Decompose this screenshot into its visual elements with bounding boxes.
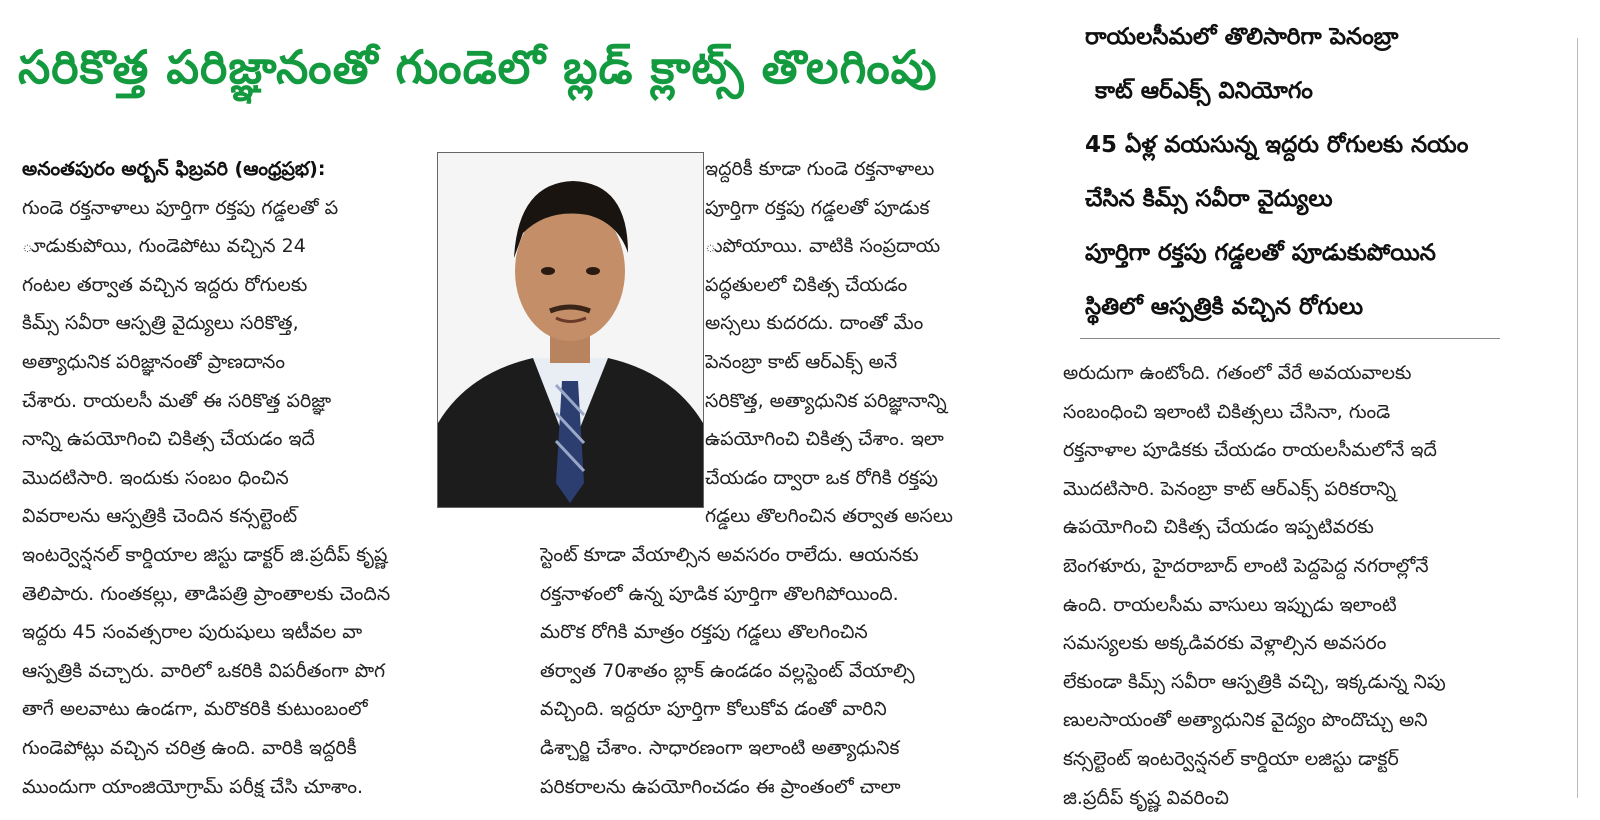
article-line: ముందుగా యాంజియోగ్రామ్ పరీక్ష చేసి చూశాం.: [22, 775, 364, 798]
article-line: ుపోయాయి. వాటికి సంప్రదాయ: [705, 235, 941, 258]
article-line: ఉపయోగించి చికిత్స చేశాం. ఇలా: [705, 428, 944, 451]
article-line: పెనంబ్రా కాట్ ఆర్ఎక్స్ అనే: [705, 350, 898, 373]
subheading-line: చేసిన కిమ్స్ సవీరా వైద్యులు: [1085, 186, 1333, 212]
doctor-photo: [437, 152, 704, 508]
article-line: మొదటిసారి. ఇందుకు సంబం ధించిన: [22, 466, 289, 489]
article-line: గుండెపోట్లు వచ్చిన చరిత్ర ఉంది. వారికి ఇద్దరికీ: [22, 736, 357, 759]
article-line: వివరాలను ఆస్పత్రికి చెందిన కన్సల్టెంట్: [22, 505, 298, 528]
article-line: అస్సలు కుదరదు. దాంతో మేం: [705, 312, 924, 335]
article-line: అత్యాధునిక పరిజ్ఞానంతో ప్రాణదానం: [22, 350, 285, 373]
article-line: ణులసాయంతో అత్యాధునిక వైద్యం పొందొచ్చు అని: [1063, 709, 1428, 732]
column-2-bottom: [540, 536, 1040, 806]
subheading-line: పూర్తిగా రక్తపు గడ్డలతో పూడుకుపోయిన: [1085, 240, 1436, 266]
subheading-line: కాట్ ఆర్ఎక్స్ వినియోగం: [1095, 78, 1313, 104]
dateline: అనంతపురం అర్బన్ ఫిబ్రవరి (ఆంధ్రప్రభ):: [22, 158, 326, 180]
article-line: ఉపయోగించి చికిత్స చేయడం ఇప్పటివరకు: [1063, 516, 1374, 539]
article-line: రక్తనాళంలో ఉన్న పూడిక పూర్తిగా తొలగిపోయింది.: [540, 582, 899, 605]
subheading-line: స్థితిలో ఆస్పత్రికి వచ్చిన రోగులు: [1085, 294, 1364, 320]
article-line: నాన్ని ఉపయోగించి చికిత్స చేయడం ఇదే: [22, 428, 315, 451]
article-line: డిశ్చార్జి చేశాం. సాధారణంగా ఇలాంటి అత్యాధునిక: [540, 736, 900, 759]
article-line: సరికొత్త, అత్యాధునిక పరిజ్ఞానాన్ని: [705, 389, 947, 412]
article-line: బెంగళూరు, హైదరాబాద్ లాంటి పెద్దపెద్ద నగరాల్లోనే: [1063, 554, 1429, 577]
column-2-top: [705, 150, 1040, 536]
article-line: ఉంది. రాయలసీమ వాసులు ఇప్పుడు ఇలాంటి: [1063, 593, 1397, 616]
article-line: సంబంధించి ఇలాంటి చికిత్సలు చేసినా, గుండె: [1063, 400, 1391, 423]
column-3: [1063, 354, 1563, 817]
article-line: తెలిపారు. గుంతకల్లు, తాడిపత్రి ప్రాంతాలకు చెందిన: [22, 582, 391, 605]
subheading-line: రాయలసీమలో తొలిసారిగా పెనంబ్రా: [1085, 24, 1399, 50]
article-line: పద్ధతులలో చికిత్స చేయడం: [705, 273, 908, 296]
article-line: తాగే అలవాటు ఉండగా, మరొకరికి కుటుంబంలో: [22, 698, 368, 721]
article-line: ఇద్దరికీ కూడా గుండె రక్తనాళాలు: [705, 158, 935, 180]
article-line: పూర్తిగా రక్తపు గడ్డలతో పూడుక: [705, 196, 930, 219]
article-line: చేశారు. రాయలసీ మతో ఈ సరికొత్త పరిజ్ఞా: [22, 389, 332, 412]
column-1: [22, 150, 427, 806]
article-line: ఆస్పత్రికి వచ్చారు. వారిలో ఒకరికి విపరీతంగా పొగ: [22, 659, 386, 682]
article-line: అరుదుగా ఉంటోంది. గతంలో వేరే అవయవాలకు: [1063, 362, 1412, 384]
article-line: ఇద్దరు 45 సంవత్సరాల పురుషులు ఇటీవల వా: [22, 621, 363, 644]
article-line: ఇంటర్వెన్షనల్ కార్డియాల జిస్టు డాక్టర్ జి.ప్రదీప్ కృష్ణ: [22, 543, 388, 566]
article-line: వచ్చింది. ఇద్దరూ పూర్తిగా కోలుకోవ డంతో వారిని: [540, 698, 887, 721]
page-edge-rule: [1577, 38, 1578, 798]
article-line: చేయడం ద్వారా ఒక రోగికి రక్తపు: [705, 466, 938, 489]
article-line: గంటల తర్వాత వచ్చిన ఇద్దరు రోగులకు: [22, 273, 308, 296]
article-line: గుండె రక్తనాళాలు పూర్తిగా రక్తపు గడ్డలతో ప: [22, 196, 339, 219]
article-line: సమస్యలకు అక్కడివరకు వెళ్లాల్సిన అవసరం: [1063, 632, 1387, 655]
article-line: మొదటిసారి. పెనంబ్రా కాట్ ఆర్ఎక్స్ పరికరాన్ని: [1063, 477, 1397, 500]
article-line: తర్వాత 70శాతం బ్లాక్ ఉండడం వల్లస్టెంట్ వేయాల్సి: [540, 659, 915, 682]
article-line: రక్తనాళాల పూడికకు చేయడం రాయలసీమలోనే ఇదే: [1063, 439, 1437, 462]
article-line: కన్సల్టెంట్ ఇంటర్వెన్షనల్ కార్డియా లజిస్టు డాక్టర్: [1063, 747, 1399, 770]
headline: సరికొత్త పరిజ్ఞానంతో గుండెలో బ్లడ్ క్లాట్స్ తొలగింపు: [18, 40, 938, 94]
subheading-divider: [1080, 338, 1500, 339]
article-line: పరికరాలను ఉపయోగించడం ఈ ప్రాంతంలో చాలా: [540, 775, 901, 798]
article-line: జి.ప్రదీప్ కృష్ణ వివరించి: [1063, 786, 1229, 809]
article-line: లేకుండా కిమ్స్ సవీరా ఆస్పత్రికి వచ్చి, ఇక్కడున్న నిపు: [1063, 670, 1446, 693]
article-line: మరొక రోగికి మాత్రం రక్తపు గడ్డలు తొలగించిన: [540, 621, 868, 644]
article-line: స్టెంట్ కూడా వేయాల్సిన అవసరం రాలేదు. ఆయనకు: [540, 544, 919, 566]
subheading-line: 45 ఏళ్ల వయసున్న ఇద్దరు రోగులకు నయం: [1085, 132, 1469, 158]
article-line: గడ్డలు తొలగించిన తర్వాత అసలు: [705, 505, 953, 528]
article-line: కిమ్స్ సవీరా ఆస్పత్రి వైద్యులు సరికొత్త,: [22, 312, 299, 335]
article-line: ూడుకుపోయి, గుండెపోటు వచ్చిన 24: [22, 235, 306, 258]
